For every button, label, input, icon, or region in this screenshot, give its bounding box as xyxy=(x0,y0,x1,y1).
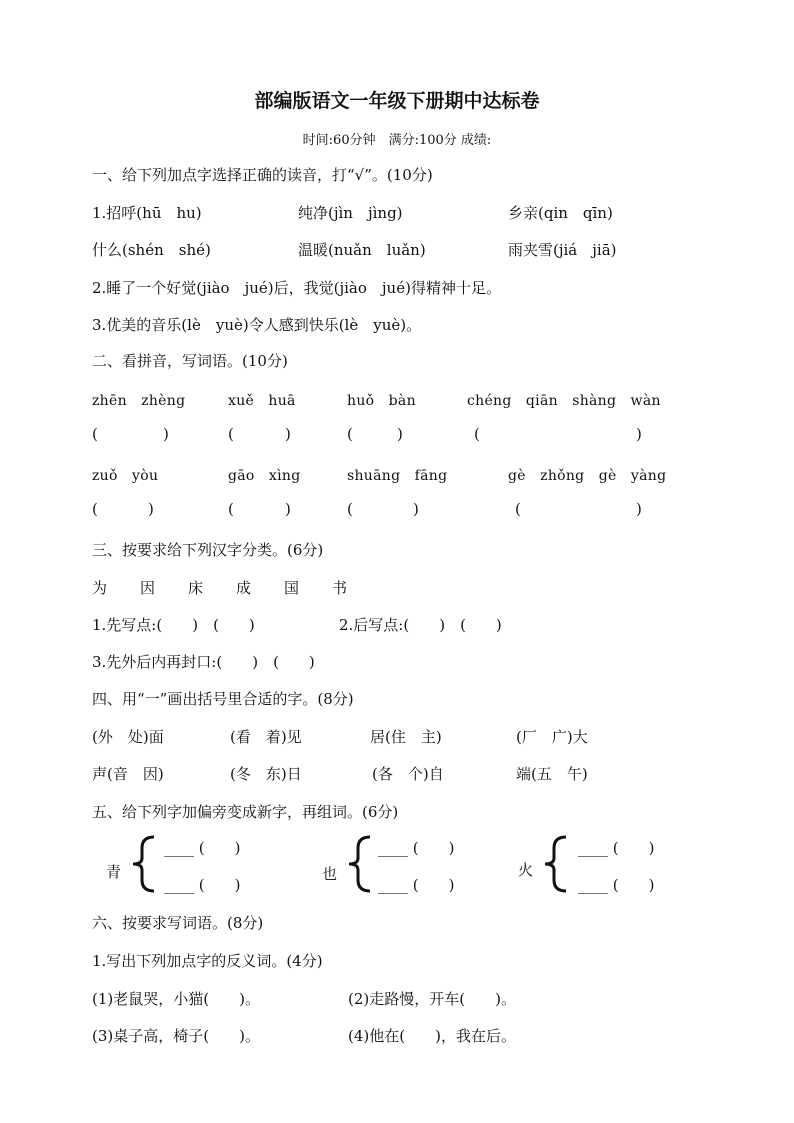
s1-row2-item2: 温暖(nuǎn luǎn) xyxy=(298,241,426,259)
section-6-heading: 六、按要求写词语。(8分) xyxy=(92,914,264,932)
section-5-heading: 五、给下列字加偏旁变成新字，再组词。(6分) xyxy=(92,803,399,821)
s2-answer-close-4: ) xyxy=(636,425,642,443)
s4-row2-item2[interactable]: (冬 东)日 xyxy=(230,765,302,783)
s5-blank-huo-1[interactable]: ____ ( ) xyxy=(578,839,655,857)
brace-icon xyxy=(540,834,570,894)
s1-question-2: 2.睡了一个好觉(jiào jué)后，我觉(jiào jué)得精神十足。 xyxy=(92,279,501,297)
s3-char-5: 国 xyxy=(284,579,300,597)
s1-row2-item3: 雨夹雪(jiá jiā) xyxy=(508,241,617,259)
s5-group-huo xyxy=(518,834,678,894)
s5-group-qing xyxy=(106,834,266,894)
s4-row2-item4[interactable]: 端(五 午) xyxy=(516,765,588,783)
s2-pinyin-7: shuāng fāng xyxy=(347,468,448,484)
s4-row2-item1[interactable]: 声(音 因) xyxy=(92,765,164,783)
s6-question-1: 1.写出下列加点字的反义词。(4分) xyxy=(92,952,323,970)
section-1-heading: 一、给下列加点字选择正确的读音，打“√”。(10分) xyxy=(92,166,433,184)
s5-blank-ye-2[interactable]: ____ ( ) xyxy=(378,876,455,894)
s2-pinyin-2: xuě huā xyxy=(228,393,296,409)
exam-info: 时间:60分钟 满分:100分 成绩: xyxy=(302,133,492,148)
section-4-heading: 四、用“一”画出括号里合适的字。(8分) xyxy=(92,690,354,708)
s2-answer-open-7[interactable]: ( xyxy=(347,500,353,518)
s2-answer-open-4[interactable]: ( xyxy=(474,425,480,443)
s2-pinyin-6: gāo xìng xyxy=(228,468,301,484)
s2-answer-open-3[interactable]: ( xyxy=(347,425,353,443)
s5-blank-huo-2[interactable]: ____ ( ) xyxy=(578,876,655,894)
s3-char-6: 书 xyxy=(332,579,348,597)
s5-char-huo: 火 xyxy=(518,861,534,879)
s2-answer-open-5[interactable]: ( xyxy=(92,500,98,518)
s3-char-2: 因 xyxy=(140,579,156,597)
s2-pinyin-8: gè zhǒng gè yàng xyxy=(508,468,667,484)
s2-answer-close-5: ) xyxy=(148,500,154,518)
s6-item-2[interactable]: (2)走路慢，开车( )。 xyxy=(348,990,516,1008)
s2-answer-close-1: ) xyxy=(163,425,169,443)
s1-row1-item3: 乡亲(qin qīn) xyxy=(508,204,613,222)
s2-pinyin-3: huǒ bàn xyxy=(347,393,416,409)
s6-item-1[interactable]: (1)老鼠哭，小猫( )。 xyxy=(92,990,260,1008)
brace-icon xyxy=(344,834,374,894)
s6-item-4[interactable]: (4)他在( )，我在后。 xyxy=(348,1027,516,1045)
s4-row1-item2[interactable]: (看 着)见 xyxy=(230,728,302,746)
s2-pinyin-1: zhēn zhèng xyxy=(92,393,186,409)
s3-question-1[interactable]: 1.先写点:( ) ( ) xyxy=(92,616,255,634)
s2-answer-close-6: ) xyxy=(285,500,291,518)
s2-answer-open-6[interactable]: ( xyxy=(228,500,234,518)
s5-blank-qing-2[interactable]: ____ ( ) xyxy=(164,876,241,894)
s2-answer-close-2: ) xyxy=(285,425,291,443)
s4-row2-item3[interactable]: (各 个)自 xyxy=(372,765,444,783)
s3-question-2[interactable]: 2.后写点:( ) ( ) xyxy=(339,616,502,634)
s5-blank-ye-1[interactable]: ____ ( ) xyxy=(378,839,455,857)
s2-answer-open-8[interactable]: ( xyxy=(515,500,521,518)
section-3-heading: 三、按要求给下列汉字分类。(6分) xyxy=(92,541,324,559)
s5-group-ye xyxy=(322,834,482,894)
s2-answer-open-2[interactable]: ( xyxy=(228,425,234,443)
s2-answer-close-3: ) xyxy=(397,425,403,443)
s3-char-1: 为 xyxy=(92,579,108,597)
s2-answer-close-7: ) xyxy=(413,500,419,518)
s1-row2-item1: 什么(shén shé) xyxy=(92,241,211,259)
s1-row1-item1: 1.招呼(hū hu) xyxy=(92,204,202,222)
s2-pinyin-4: chéng qiān shàng wàn xyxy=(467,393,661,409)
s1-row1-item2: 纯净(jìn jìng) xyxy=(298,204,403,222)
s3-question-3[interactable]: 3.先外后内再封口:( ) ( ) xyxy=(92,653,315,671)
s6-item-3[interactable]: (3)桌子高，椅子( )。 xyxy=(92,1027,260,1045)
s2-answer-close-8: ) xyxy=(636,500,642,518)
s1-question-3: 3.优美的音乐(lè yuè)令人感到快乐(lè yuè)。 xyxy=(92,316,422,334)
s3-char-4: 成 xyxy=(236,579,252,597)
s5-char-qing: 青 xyxy=(106,863,122,881)
s2-answer-open-1[interactable]: ( xyxy=(92,425,98,443)
s2-pinyin-5: zuǒ yòu xyxy=(92,468,159,484)
s5-char-ye: 也 xyxy=(322,865,338,883)
s4-row1-item1[interactable]: (外 处)面 xyxy=(92,728,164,746)
s4-row1-item3[interactable]: 居(住 主) xyxy=(370,728,442,746)
page-title: 部编版语文一年级下册期中达标卷 xyxy=(254,90,540,112)
s5-blank-qing-1[interactable]: ____ ( ) xyxy=(164,839,241,857)
s4-row1-item4[interactable]: (厂 广)大 xyxy=(516,728,588,746)
section-2-heading: 二、看拼音，写词语。(10分) xyxy=(92,352,288,370)
s3-char-3: 床 xyxy=(188,579,204,597)
brace-icon xyxy=(128,834,158,894)
